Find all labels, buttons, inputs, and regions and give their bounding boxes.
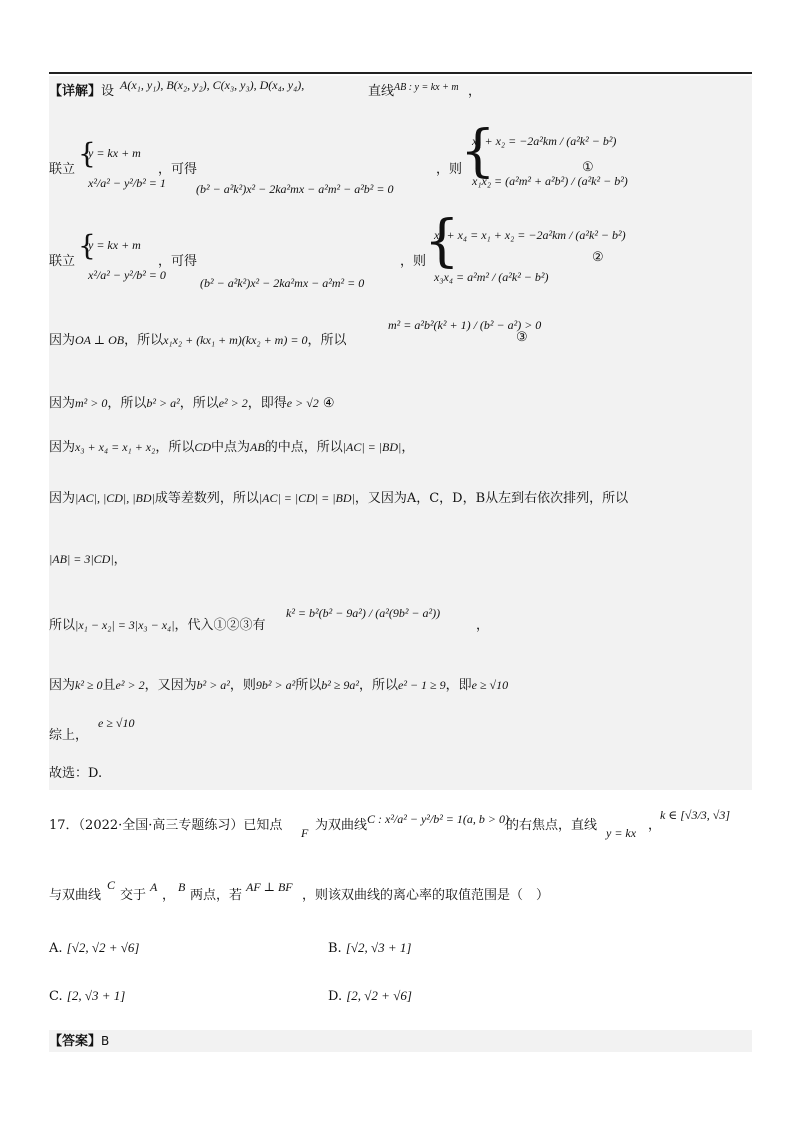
question-t2: 为双曲线 (315, 818, 368, 833)
question-line1: 17．（2022·全国·高三专题练习）已知点 (49, 818, 283, 833)
sys1-brace: { (78, 137, 96, 170)
sys1-quadratic: (b² − a²k²)x² − 2ka²mx − a²m² − a²b² = 0 (196, 182, 394, 196)
answer-background (49, 1030, 752, 1052)
line3-f1: OA ⊥ OB (75, 333, 125, 347)
sys2-quadratic: (b² − a²k²)x² − 2ka²mx − a²m² = 0 (200, 276, 365, 290)
line7: |AB| = 3|CD|， (49, 552, 127, 567)
line-end: ， (468, 84, 482, 99)
answer-line (49, 1034, 109, 1050)
question-curve-c: C (107, 878, 116, 892)
detail-intro: 【详解】设 (49, 84, 115, 99)
question-line2: 与双曲线 (49, 888, 102, 903)
sys1-mid: ，可得 (158, 162, 198, 177)
question-number: 17． (49, 818, 79, 833)
sys1-eq1: y = kx + m (88, 146, 141, 160)
option-c: C. [2, √3 + 1] (49, 988, 126, 1004)
sys1-right-brace: { (460, 119, 496, 184)
summary-label: 综上， (49, 728, 89, 743)
line8-f2: k² = b²(b² − 9a²) / (a²(9b² − a²)) (286, 606, 441, 620)
option-a: A. [√2, √2 + √6] (49, 940, 140, 956)
sys1-then: ，则 (436, 162, 463, 177)
option-b: B. [√2, √3 + 1] (328, 940, 412, 956)
top-rule (49, 72, 752, 74)
option-d: D. [2, √2 + √6] (328, 988, 412, 1004)
line6: 因为|AC|, |CD|, |BD|成等差数列，所以|AC| = |CD| = |BD|，又因为A，C，D，B从左到右依次排列，所以 (49, 491, 629, 506)
sys2-prefix: 联立 (49, 254, 76, 269)
sys1-prod: x₁x₂ = (a²m² + a²b²) / (a²k² − b²) (472, 174, 628, 188)
line3: 因为OA ⊥ OB，所以x₁x₂ + (kx₁ + m)(kx₂ + m) = 0，所以 (49, 333, 347, 348)
question-t8: 两点，若 (190, 888, 243, 903)
line8: 所以|x₁ − x₂| = 3|x₃ − x₄|，代入①②③有 (49, 618, 266, 633)
sys2-sum: x₃ + x₄ = x₁ + x₂ = −2a²km / (a²k² − b²) (434, 228, 626, 242)
answer-label: 【答案】 (49, 1034, 102, 1049)
points-formula: A(x₁, y₁), B(x₂, y₂), C(x₃, y₃), D(x₄, y₄), (120, 78, 305, 92)
question-t4: ， (648, 818, 662, 833)
sys2-then: ，则 (400, 254, 427, 269)
sys1-eq2: x²/a² − y²/b² = 1 (88, 176, 166, 190)
sys2-brace: { (78, 229, 96, 262)
answer-value: B (101, 1034, 110, 1048)
sys2-mid: ，可得 (158, 254, 198, 269)
question-t9: ，则该双曲线的离心率的取值范围是（ ） (302, 888, 550, 903)
line3-f2: x₁x₂ + (kx₁ + m)(kx₂ + m) = 0 (163, 333, 308, 347)
line4: 因为m² > 0，所以b² > a²，所以e² > 2，即得e > √2 ④ (49, 396, 335, 411)
question-t6: 交于 (120, 888, 147, 903)
question-curve: C : x²/a² − y²/b² = 1(a, b > 0) (367, 812, 509, 826)
line5: 因为x₃ + x₄ = x₁ + x₂，所以CD中点为AB的中点，所以|AC| = |BD|， (49, 440, 415, 455)
line-text: 直线 (368, 84, 395, 99)
summary-formula: e ≥ √10 (98, 716, 135, 730)
question-range: k ∈ [√3/3, √3] (660, 808, 731, 822)
sys2-prod: x₃x₄ = a²m² / (a²k² − b²) (434, 270, 549, 284)
question-t3: 的右焦点，直线 (506, 818, 598, 833)
line3-f3: m² = a²b²(k² + 1) / (b² − a²) > 0 (388, 318, 542, 332)
sys1-sum: x₁ + x₂ = −2a²km / (a²k² − b²) (472, 134, 617, 148)
sys1-tag: ① (582, 160, 594, 175)
sys2-eq1: y = kx + m (88, 238, 141, 252)
sys2-eq2: x²/a² − y²/b² = 0 (88, 268, 166, 282)
line9: 因为k² ≥ 0且e² > 2，又因为b² > a²，则9b² > a²所以b² ≥ 9a²，所以e² − 1 ≥ 9，即e ≥ √10 (49, 678, 509, 693)
line3-tag: ③ (516, 330, 528, 345)
question-cond: AF ⊥ BF (246, 880, 293, 894)
question-t7: ， (162, 888, 176, 903)
question-line: y = kx (606, 826, 637, 840)
sys1-prefix: 联立 (49, 162, 76, 177)
sys2-right-brace: { (424, 209, 460, 274)
line-formula: AB : y = kx + m (394, 82, 459, 93)
choice-line: 故选：D. (49, 766, 103, 781)
question-point-f: F (301, 826, 309, 840)
question-pt-a: A (150, 880, 158, 894)
line8-end: ， (476, 618, 490, 633)
detail-label: 【详解】 (49, 84, 102, 99)
sys2-tag: ② (592, 250, 604, 265)
question-pt-b: B (178, 880, 186, 894)
